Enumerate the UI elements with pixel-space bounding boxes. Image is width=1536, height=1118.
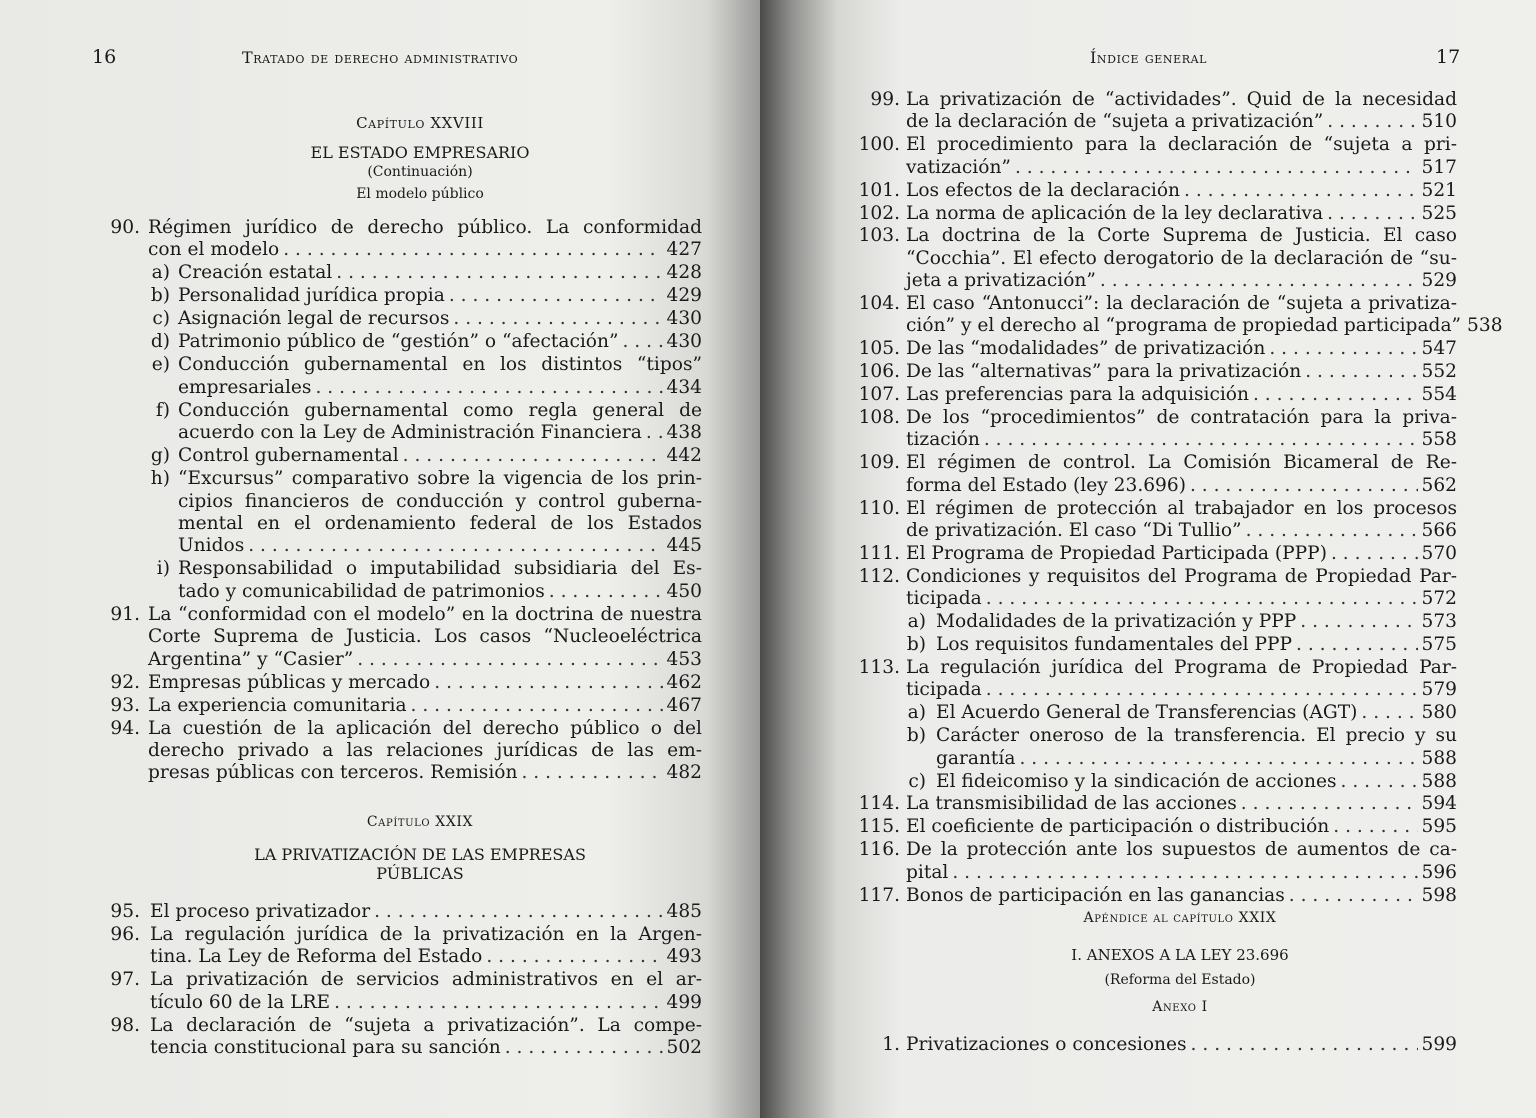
toc-entry-number: b) [906,634,926,656]
dot-leader [1246,520,1418,542]
toc-page-number: 525 [1421,202,1457,224]
dot-leader [1300,611,1417,633]
toc-entry-last-line [148,672,702,694]
toc-entry-title: tina. La Ley de Reforma del Estado [150,946,483,968]
toc-page-number: 547 [1421,338,1457,360]
toc-page-number: 434 [666,376,702,398]
toc-page-number: 598 [1421,884,1457,906]
dot-leader [1253,384,1418,406]
toc-entry-number: a) [151,262,170,284]
toc-entry-title: de privatización. El caso “Di Tullio” [906,520,1242,542]
chapter-title: EL ESTADO EMPRESARIO [310,143,530,162]
toc-page-number: 467 [666,694,702,716]
toc-entry-title: tencia constitucional para su sanción [150,1037,501,1059]
chapter-title-2-cont: PÚBLICAS [376,864,464,883]
toc-entry-title: con el modelo [148,239,280,261]
dot-leader [357,649,662,671]
toc-page-number: 580 [1421,702,1457,724]
toc-entry-text-line: mental en el ordenamiento federal de los Estados [178,512,702,534]
toc-entry-title: pital [906,861,949,883]
dot-leader [1305,361,1417,383]
toc-entry-text-line: “Cocchia”. El efecto derogatorio de la declaración de “su- [906,247,1457,269]
section-title: El modelo público [356,186,484,202]
toc-page-number: 517 [1421,156,1457,178]
toc-entry-title: tículo 60 de la LRE [150,991,331,1013]
toc-entry-last-line [906,543,1457,565]
toc-entry-last-line [150,992,702,1014]
toc-entry-text-line: La declaración de “sujeta a privatización”. La compe- [150,1014,702,1036]
toc-entry-last-line [906,111,1457,133]
dot-leader [315,377,662,399]
toc-entry-title: tización [906,429,980,451]
toc-entry-last-line [148,239,702,261]
dot-leader [622,331,662,353]
toc-entry-title: De las “alternativas” para la privatización [906,361,1302,383]
toc-entry-number: f) [155,399,170,421]
toc-entry-title: La experiencia comunitaria [148,694,407,716]
toc-entry-last-line [906,384,1457,406]
toc-entry-last-line [906,862,1457,884]
toc-entry-number: 101. [858,179,900,201]
toc-entry-text-line: Carácter oneroso de la transferencia. El precio y su [936,725,1457,747]
toc-page-number: 493 [666,946,702,968]
toc-entry-last-line [148,762,702,784]
toc-entry-last-line [150,1037,702,1059]
toc-entry-title: El proceso privatizador [150,901,371,922]
dot-leader [453,308,662,330]
toc-entry-last-line [936,771,1457,793]
toc-page-number: 599 [1421,1034,1457,1055]
right-page [760,0,1536,1118]
toc-entry-last-line [178,331,702,353]
toc-entry-last-line [148,695,702,717]
toc-page-number: 430 [666,308,702,330]
chapter-title-2: LA PRIVATIZACIÓN DE LAS EMPRESAS [254,845,586,864]
toc-page-number: 445 [666,535,702,557]
toc-entry-last-line [906,157,1457,179]
toc-page-number: 428 [666,262,702,284]
toc-page-number: 566 [1421,520,1457,542]
dot-leader [1341,771,1418,793]
toc-entry-title: vatización” [906,156,1011,178]
toc-entry-number: 104. [858,293,900,315]
toc-page-number: 482 [666,762,702,784]
toc-entry-number: c) [908,770,926,792]
toc-entry-number: 117. [858,884,900,906]
toc-page-number: 579 [1421,679,1457,701]
dot-leader [449,285,663,307]
toc-entry-text-line: Corte Suprema de Justicia. Los casos “Nucleoeléctrica [148,626,702,648]
toc-page-number: 429 [666,285,702,307]
toc-page-number: 499 [666,991,702,1013]
dot-leader [1184,180,1417,202]
toc-entry-number: 106. [858,361,900,383]
dot-leader [1361,702,1417,724]
toc-entry-last-line [906,885,1457,907]
toc-entry-last-line [906,203,1457,225]
toc-entry-title: De las “modalidades” de privatización [906,338,1266,360]
toc-entry-title: de la declaración de “sujeta a privatización” [906,111,1324,133]
toc-entry-number: 103. [858,225,900,247]
toc-entry-number: i) [156,558,170,580]
toc-entry-number: 116. [858,839,900,861]
toc-page-number: 453 [666,648,702,670]
toc-entry-number: 105. [858,338,900,360]
dot-leader [403,445,663,467]
toc-entry-number: d) [150,331,170,353]
toc-entry-text-line: La regulación jurídica de la privatización en la Argen- [150,924,702,945]
toc-entry-text-line: El régimen de control. La Comisión Bicameral de Re- [906,452,1457,474]
toc-entry-number: 114. [858,793,900,815]
toc-entry-last-line [178,262,702,284]
toc-entry-title: Modalidades de la privatización y PPP [936,611,1297,633]
toc-entry-text-line: El caso “Antonucci”: la declaración de “sujeta a privatiza- [906,293,1457,315]
toc-entry-number: 111. [858,543,900,564]
toc-page-number: 538 [1467,315,1503,337]
toc-entry-number: h) [150,468,170,490]
toc-entry-text-line: La regulación jurídica del Programa de Propiedad Par- [906,657,1457,678]
toc-entry-number: 92. [110,671,140,693]
annex-label: Anexo I [1152,999,1208,1015]
toc-entry-title: Creación estatal [178,262,333,284]
toc-page-number: 462 [666,671,702,693]
toc-page-number: 502 [666,1037,702,1059]
dot-leader [283,239,662,261]
dot-leader [434,672,662,694]
toc-entry-title: El Programa de Propiedad Participada (PPP) [906,543,1327,564]
annex-heading-title: ANEXOS A LA LEY 23.696 [1086,946,1289,964]
toc-entry-last-line [906,679,1457,701]
annex-heading-number: I. [1071,946,1082,964]
toc-entry-number: 109. [858,452,900,474]
toc-entry-last-line [936,748,1457,770]
toc-page-number: 442 [666,445,702,467]
toc-entry-last-line [906,315,1503,337]
toc-entry-number: e) [151,354,170,376]
toc-entry-number: 94. [110,717,140,739]
toc-entry-number: 91. [110,603,140,625]
dot-leader [1289,885,1418,907]
dot-leader [1241,793,1418,815]
dot-leader [1327,111,1417,133]
toc-page-number: 521 [1421,179,1457,201]
toc-entry-title: garantía [936,747,1016,769]
toc-entry-text-line: La “conformidad con el modelo” en la doctrina de nuestra [148,603,702,625]
toc-entry-last-line [906,520,1457,542]
toc-entry-number: 98. [110,1014,140,1036]
toc-entry-number: 110. [858,497,900,519]
toc-entry-last-line [906,816,1457,838]
toc-entry-title: Personalidad jurídica propia [178,285,445,307]
chapter-subtitle: (Continuación) [367,164,473,180]
toc-entry-number: 100. [858,134,900,156]
toc-page-number: 430 [666,331,702,353]
dot-leader [1015,157,1418,179]
dot-leader [521,762,662,784]
page-number: 16 [92,46,117,68]
toc-page-number: 572 [1421,588,1457,610]
toc-page-number: 588 [1421,770,1457,792]
toc-entry-number: 96. [110,924,140,945]
chapter-label: Capítulo XXVIII [356,114,484,132]
toc-entry-last-line [178,445,702,467]
toc-entry-text-line: cipios financieros de conducción y control guberna- [178,490,702,512]
toc-entry-last-line [178,581,702,603]
toc-entry-text-line: La privatización de servicios administrativos en el ar- [150,969,702,991]
toc-entry-last-line [936,634,1457,656]
toc-entry-text-line: Conducción gubernamental como regla general de [178,399,702,421]
toc-entry-title: ción” y el derecho al “programa de propiedad participada” [906,315,1462,337]
dot-leader [986,588,1418,610]
dot-leader [1190,475,1418,497]
toc-entry-text-line: La cuestión de la aplicación del derecho público o del [148,717,702,739]
toc-entry-number: 95. [110,901,140,922]
appendix-label: Apéndice al capítulo XXIX [1083,910,1277,926]
toc-entry-number: b) [906,725,926,747]
toc-entry-number: 107. [858,384,900,406]
toc-entry-number: a) [907,702,926,724]
toc-entry-number: b) [150,285,170,307]
toc-entry-title: La transmisibilidad de las acciones [906,793,1237,815]
toc-entry-last-line [906,338,1457,360]
toc-entry-last-line [936,611,1457,633]
toc-entry-text-line: El procedimiento para la declaración de “sujeta a pri- [906,134,1457,156]
toc-entry-title: acuerdo con la Ley de Administración Financiera [178,422,642,444]
dot-leader [1296,634,1417,656]
toc-entry-number: 93. [110,694,140,716]
toc-entry-title: Patrimonio público de “gestión” o “afectación” [178,331,619,353]
toc-entry-text-line: Condiciones y requisitos del Programa de Propiedad Par- [906,565,1457,587]
toc-entry-last-line [906,475,1457,497]
toc-entry-last-line [906,270,1457,292]
toc-page-number: 588 [1421,747,1457,769]
dot-leader [986,679,1418,701]
dot-leader [336,262,662,284]
toc-entry-title: Control gubernamental [178,445,399,467]
toc-entry-last-line [150,901,702,923]
toc-page-number: 596 [1421,861,1457,883]
toc-entry-text-line: Régimen jurídico de derecho público. La conformidad [148,217,702,238]
toc-entry-last-line [906,361,1457,383]
dot-leader [334,992,662,1014]
chapter-label-2: Capítulo XXIX [366,814,474,830]
toc-entry-text-line: “Excursus” comparativo sobre la vigencia de los prin- [178,468,702,490]
running-head: Tratado de derecho administrativo [242,48,519,67]
toc-entry-text-line: derecho privado a las relaciones jurídicas de las em- [148,739,702,761]
toc-page-number: 575 [1421,634,1457,656]
toc-entry-number: g) [150,445,170,467]
toc-entry-last-line [178,422,702,444]
toc-entry-text-line: La doctrina de la Corte Suprema de Justicia. El caso [906,225,1457,247]
toc-page-number: 427 [666,239,702,261]
toc-entry-title: jeta a privatización” [906,270,1096,292]
toc-entry-last-line [178,308,702,330]
toc-entry-title: El Acuerdo General de Transferencias (AGT) [936,702,1358,724]
toc-entry-number: 99. [870,89,900,110]
toc-entry-title: Los requisitos fundamentales del PPP [936,634,1293,656]
dot-leader [486,946,662,968]
toc-entry-last-line [178,377,702,399]
dot-leader [1019,748,1417,770]
toc-entry-text-line: De los “procedimientos” de contratación para la priva- [906,407,1457,429]
dot-leader [646,422,663,444]
toc-entry-last-line [906,180,1457,202]
toc-entry-title: ticipada [906,679,982,701]
dot-leader [1331,543,1418,565]
dot-leader [374,901,662,923]
toc-page-number: 570 [1421,543,1457,564]
toc-entry-number: c) [152,308,170,330]
dot-leader [984,429,1418,451]
toc-entry-last-line [906,588,1457,610]
toc-entry-title: Argentina” y “Casier” [148,648,354,670]
toc-entry-last-line [906,793,1457,815]
toc-entry-last-line [148,649,702,671]
toc-page-number: 529 [1421,270,1457,292]
toc-entry-number: 97. [110,969,140,991]
toc-entry-title: ticipada [906,588,982,610]
toc-entry-title: Bonos de participación en las ganancias [906,884,1285,906]
toc-page-number: 438 [666,422,702,444]
toc-entry-title: Asignación legal de recursos [178,308,450,330]
page-number: 17 [1436,46,1461,68]
toc-entry-number: 1. [882,1034,900,1055]
toc-page-number: 594 [1421,793,1457,815]
toc-entry-last-line [906,1034,1457,1056]
toc-page-number: 552 [1421,361,1457,383]
dot-leader [411,695,663,717]
toc-page-number: 510 [1421,111,1457,133]
toc-entry-title: tado y comunicabilidad de patrimonios [178,580,545,602]
toc-entry-title: La norma de aplicación de la ley declarativa [906,202,1324,224]
toc-entry-text-line: La privatización de “actividades”. Quid de la necesidad [906,89,1457,110]
toc-entry-title: empresariales [178,376,312,398]
toc-entry-last-line [178,535,702,557]
toc-entry-number: 108. [858,407,900,429]
dot-leader [505,1037,663,1059]
left-page [0,0,760,1118]
toc-entry-number: 112. [858,565,900,587]
toc-entry-number: 115. [858,816,900,838]
toc-page-number: 450 [666,580,702,602]
toc-entry-title: Empresas públicas y mercado [148,671,431,693]
toc-page-number: 485 [666,901,702,922]
toc-entry-text-line: Responsabilidad o imputabilidad subsidiaria del Es- [178,558,702,580]
dot-leader [549,581,663,603]
running-head: Índice general [1090,48,1208,67]
annex-subtitle: (Reforma del Estado) [1104,972,1256,988]
toc-entry-title: El fideicomiso y la sindicación de acciones [936,770,1337,792]
toc-entry-text-line: Conducción gubernamental en los distintos “tipos” [178,354,702,376]
toc-entry-title: forma del Estado (ley 23.696) [906,474,1186,496]
dot-leader [1327,203,1417,225]
toc-page-number: 573 [1421,611,1457,633]
dot-leader [248,535,662,557]
toc-entry-title: Unidos [178,535,245,557]
toc-entry-number: 90. [110,217,140,238]
toc-entry-last-line [150,946,702,968]
toc-entry-last-line [936,702,1457,724]
annex-heading [900,946,1460,964]
toc-entry-number: 102. [858,202,900,224]
toc-entry-title: Los efectos de la declaración [906,179,1181,201]
toc-entry-title: Las preferencias para la adquisición [906,384,1249,406]
toc-page-number: 595 [1421,816,1457,838]
toc-entry-number: 113. [858,657,900,678]
dot-leader [1100,270,1418,292]
dot-leader [1191,1034,1418,1056]
toc-entry-title: presas públicas con terceros. Remisión [148,762,518,784]
toc-page-number: 554 [1421,384,1457,406]
toc-entry-last-line [906,429,1457,451]
toc-entry-text-line: El régimen de protección al trabajador en los procesos [906,497,1457,519]
toc-page-number: 562 [1421,474,1457,496]
toc-entry-number: a) [907,611,926,633]
toc-page-number: 558 [1421,429,1457,451]
toc-entry-title: Privatizaciones o concesiones [906,1034,1187,1055]
toc-entry-text-line: De la protección ante los supuestos de aumentos de ca- [906,839,1457,861]
dot-leader [952,862,1417,884]
dot-leader [1333,816,1417,838]
toc-entry-last-line [178,285,702,307]
dot-leader [1269,338,1417,360]
toc-entry-title: El coeficiente de participación o distribución [906,816,1330,838]
